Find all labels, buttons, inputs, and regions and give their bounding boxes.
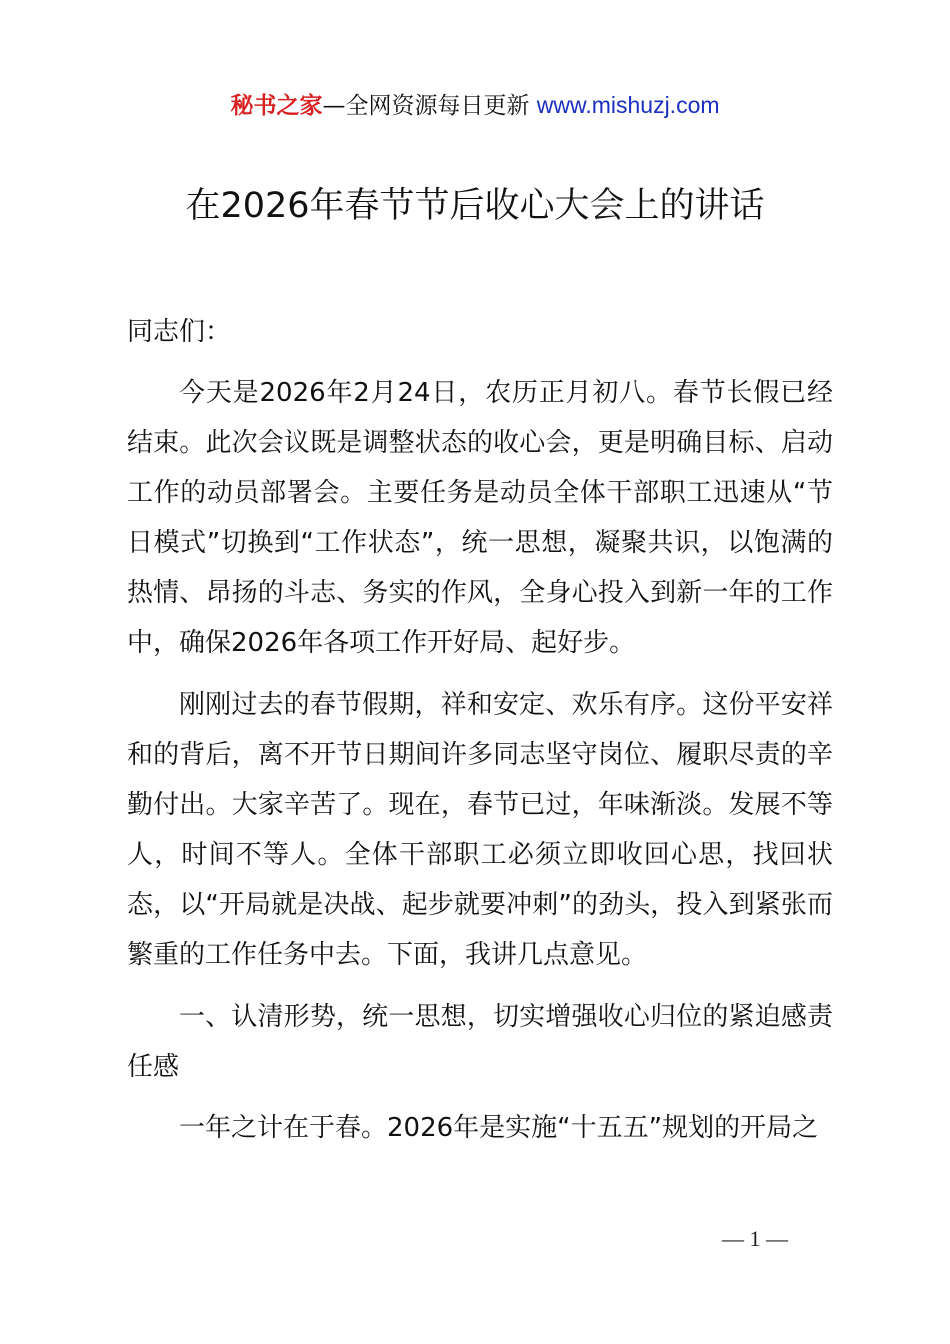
paragraph-3: 一年之计在于春。2026年是实施“十五五”规划的开局之 <box>179 1113 819 1143</box>
salutation: 同志们： <box>127 317 232 347</box>
paragraph-1: 今天是2026年2月24日，农历正月初八。春节长假已经结束。此次会议既是调整状态的收心会，更是明确目标、启动工作的动员部署会。主要任务是动员全体干部职工迅速从“节日模式”切换到“工作状态”，统一思想，凝聚共识，以饱满的热情、昂扬的斗志、务实的作风，全身心投入到新一年的工作中，确保2026年各项工作开好局、起好步。 <box>127 378 833 658</box>
document-title: 在2026年春节节后收心大会上的讲话 <box>185 186 765 226</box>
paragraph-2: 刚刚过去的春节假期，祥和安定、欢乐有序。这份平安祥和的背后，离不开节日期间许多同志坚守岗位、履职尽责的辛勤付出。大家辛苦了。现在，春节已过，年味渐淡。发展不等人，时间不等人。全体干部职工必须立即收回心思，找回状态，以“开局就是决战、起步就要冲刺”的劲头，投入到紧张而繁重的工作任务中去。下面，我讲几点意见。 <box>127 690 833 970</box>
section-heading-1: 一、认清形势，统一思想，切实增强收心归位的紧迫感责任感 <box>127 1002 833 1082</box>
site-name: 秘书之家 <box>230 93 323 119</box>
site-header <box>0 88 950 123</box>
page-number: — 1 — <box>722 1226 788 1251</box>
site-slogan: —全网资源每日更新 <box>322 93 537 119</box>
site-url-link[interactable]: www.mishuzj.com <box>536 92 720 118</box>
